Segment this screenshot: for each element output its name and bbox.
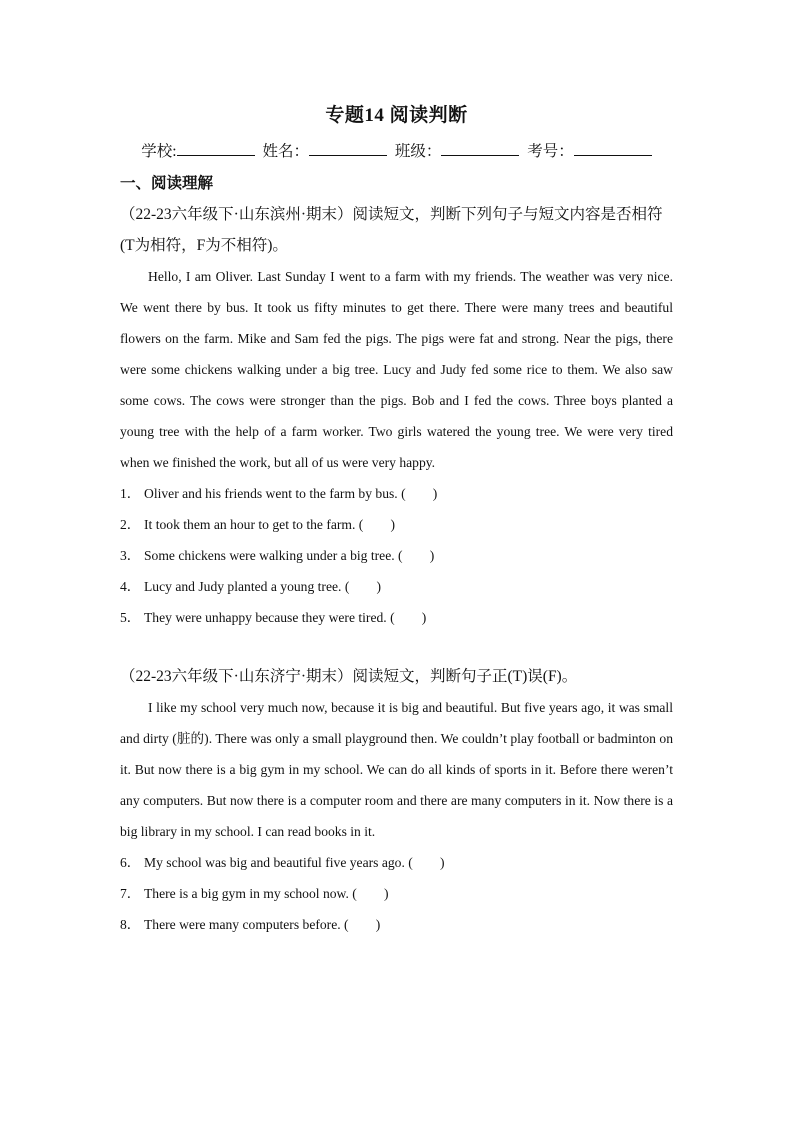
worksheet-page <box>120 100 673 940</box>
passage2-text: I like my school very much now, because it is big and beautiful. But five years ago, it was small and dirty (脏的). There was only a small playground then. We couldn’t play football or badminton on it. But now there is a big gym in my school. We can do all kinds of sports in it. Before there weren’t any computers. But now there is a computer room and there are many computers in it. Now there is a big library in my school. I can read books in it. <box>120 700 673 839</box>
name-label: 姓名： <box>262 143 309 160</box>
page-title: 专题14 阅读判断 <box>325 105 468 126</box>
question-2: 2． It took them an hour to get to the farm. ( ) <box>120 517 396 532</box>
spacer <box>120 633 673 661</box>
question-5: 5． They were unhappy because they were tired. ( ) <box>120 610 427 625</box>
passage1-intro: （22-23六年级下·山东滨州·期末）阅读短文，判断下列句子与短文内容是否相符(T为相符，F为不相符)。 <box>120 206 663 254</box>
section-heading: 一、阅读理解 <box>120 175 214 192</box>
question-1: 1． Oliver and his friends went to the farm by bus. ( ) <box>120 486 438 501</box>
question-7: 7． There is a big gym in my school now. ( ) <box>120 886 389 901</box>
name-blank <box>309 141 387 156</box>
school-label: 学校: <box>141 143 177 160</box>
number-blank <box>574 141 652 156</box>
school-blank <box>177 141 255 156</box>
question-6: 6． My school was big and beautiful five years ago. ( ) <box>120 855 445 870</box>
passage1-questions <box>120 478 673 633</box>
class-blank <box>441 141 519 156</box>
number-label: 考号： <box>527 143 574 160</box>
student-info-line <box>120 139 673 161</box>
passage2-intro: （22-23六年级下·山东济宁·期末）阅读短文，判断句子正(T)误(F)。 <box>120 668 578 685</box>
question-8: 8． There were many computers before. ( ) <box>120 917 381 932</box>
passage1-text: Hello, I am Oliver. Last Sunday I went to a farm with my friends. The weather was very nice. We went there by bus. It took us fifty minutes to get there. There were many trees and beautiful flowers on the farm. Mike and Sam fed the pigs. The pigs were fat and strong. Near the pigs, there were some chickens walking under a big tree. Lucy and Judy fed some rice to them. We also saw some cows. The cows were stronger than the pigs. Bob and I fed the cows. Three boys planted a young tree with the help of a farm worker. Two girls watered the young tree. We were very tired when we finished the work, but all of us were very happy. <box>120 269 673 470</box>
question-3: 3． Some chickens were walking under a big tree. ( ) <box>120 548 435 563</box>
class-label: 班级： <box>394 143 442 160</box>
question-4: 4． Lucy and Judy planted a young tree. ( ) <box>120 579 382 594</box>
passage2-questions <box>120 847 673 940</box>
